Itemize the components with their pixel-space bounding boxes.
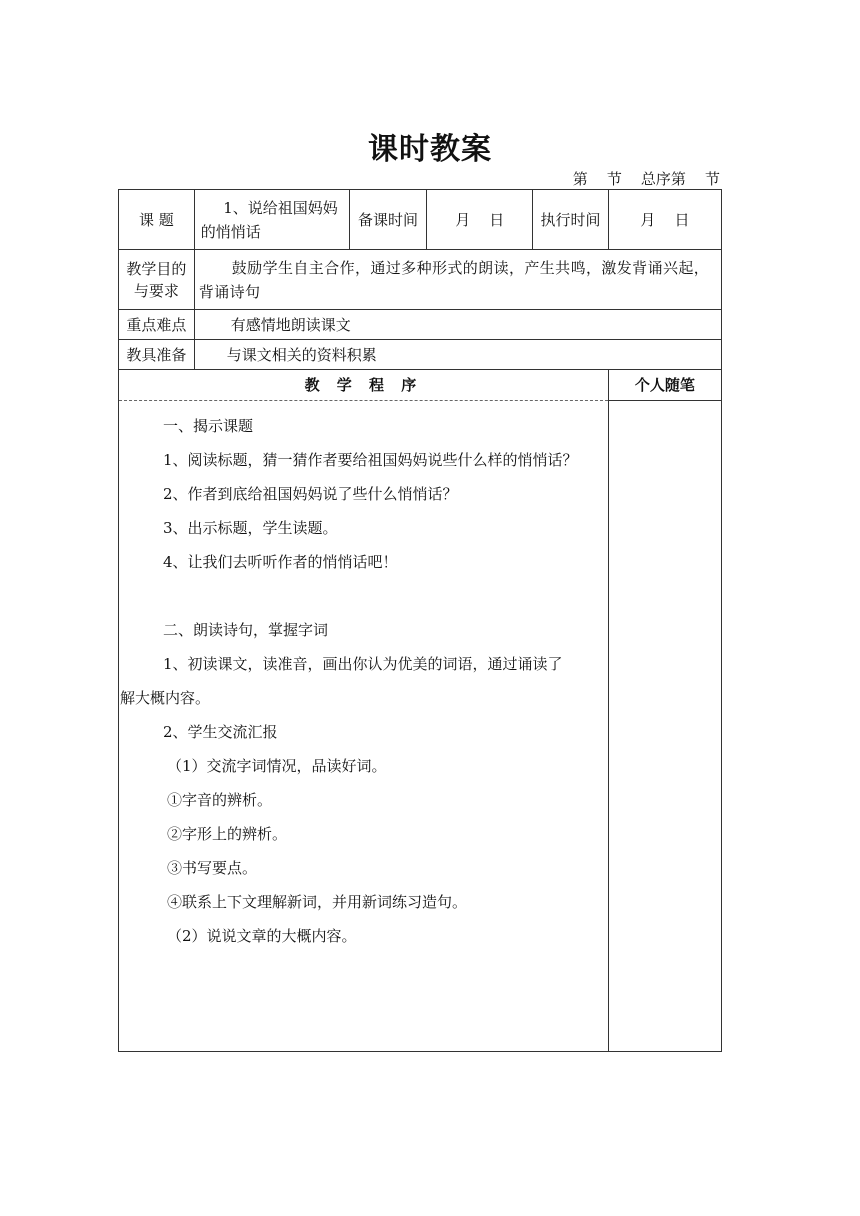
procedure-row — [119, 370, 722, 1052]
circled-item-1: ①字音的辨析。 — [167, 791, 273, 809]
prep-time-value: 月 日 — [427, 190, 533, 250]
step-1-3: 3、出示标题，学生读题。 — [163, 519, 338, 537]
tools-row — [119, 340, 722, 370]
blank-line — [119, 579, 608, 613]
procedure-cell — [119, 370, 609, 1052]
goals-value: 鼓励学生自主合作，通过多种形式的朗读，产生共鸣，激发背诵兴起，背诵诗句 — [194, 250, 721, 310]
procedure-lines — [119, 401, 608, 953]
step-2-heading: 二、朗读诗句，掌握字词 — [163, 621, 329, 639]
notes-cell — [608, 370, 721, 1052]
procedure-header: 教 学 程 序 — [119, 370, 608, 401]
topic-label: 课 题 — [119, 190, 195, 250]
step-1-heading: 一、揭示课题 — [163, 417, 254, 435]
tools-value: 与课文相关的资料积累 — [194, 340, 721, 370]
section-number-line: 第 节 总序第 节 — [572, 170, 720, 188]
step-2-2-1: （1）交流字词情况，品读好词。 — [167, 757, 387, 775]
goals-label — [119, 250, 195, 310]
step-1-1: 1、阅读标题，猜一猜作者要给祖国妈妈说些什么样的悄悄话？ — [163, 451, 578, 469]
circled-item-3: ③书写要点。 — [167, 859, 258, 877]
circled-item-4: ④联系上下文理解新词，并用新词练习造句。 — [167, 893, 468, 911]
step-2-1-line2: 解大概内容。 — [120, 689, 211, 707]
circled-item-2: ②字形上的辨析。 — [167, 825, 288, 843]
exec-time-label: 执行时间 — [533, 190, 609, 250]
exec-time-value: 月 日 — [608, 190, 721, 250]
topic-value: 1、说给祖国妈妈的悄悄话 — [194, 190, 349, 250]
notes-header: 个人随笔 — [609, 370, 721, 401]
step-2-2-2: （2）说说文章的大概内容。 — [167, 927, 357, 945]
tools-label: 教具准备 — [119, 340, 195, 370]
step-1-4: 4、让我们去听听作者的悄悄话吧！ — [163, 553, 398, 571]
goals-row — [119, 250, 722, 310]
key-points-row — [119, 310, 722, 340]
prep-time-label: 备课时间 — [349, 190, 427, 250]
step-2-2: 2、学生交流汇报 — [163, 723, 278, 741]
goals-label-line2: 与要求 — [133, 281, 179, 300]
step-2-1-line1: 1、初读课文，读准音，画出你认为优美的词语，通过诵读了 — [163, 655, 563, 673]
goals-label-line1: 教学目的 — [126, 259, 187, 278]
step-1-2: 2、作者到底给祖国妈妈说了些什么悄悄话？ — [163, 485, 458, 503]
lesson-plan-table — [118, 189, 722, 1052]
key-points-label: 重点难点 — [119, 310, 195, 340]
page-title: 课时教案 — [368, 132, 492, 167]
key-points-value: 有感情地朗读课文 — [194, 310, 721, 340]
topic-row — [119, 190, 722, 250]
